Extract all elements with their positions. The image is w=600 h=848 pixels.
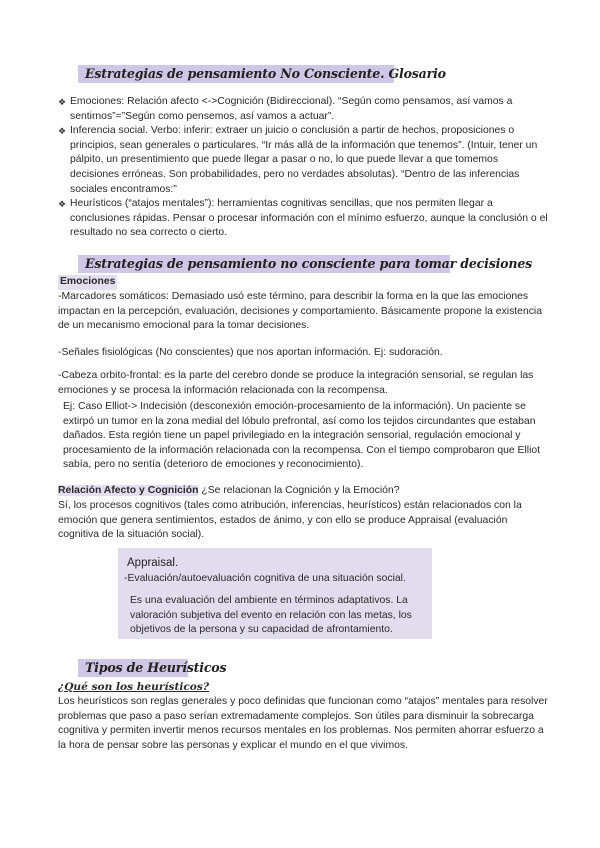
relacion-question: ¿Se relacionan la Cognición y la Emoción?	[198, 485, 400, 496]
list-item: ❖ Heurísticos (“atajos mentales”): herramientas cognitivas sencillas, que nos permiten llegar a conclusiones rápidas. Pensar o procesar información con el mínimo esfuerzo, aunque la conclusión o el resultado no sea correcto o cierto.	[58, 198, 548, 239]
list-item: ❖ Emociones: Relación afecto <->Cognición (Bidireccional). “Según como pensamos, así vamos a sentirnos”=”Según como pensemos, así vamos a actuar”.	[58, 96, 513, 122]
paragraph-elliot: Ej: Caso Elliot-> Indecisión (desconexión emoción-procesamiento de la información). Un paciente se extirpó un tumor en la zona medial del lóbulo prefrontal, así como los tejidos circundantes que estaban dañados. Esta región tiene un papel privilegiado en la integración sensorial, regulación emocional y procesamiento de la información relacionada con la recompensa. Con el tiempo comprobaron que Elliot sabía, pero no sentía (deterioro de emociones y reconocimiento).	[63, 401, 541, 471]
paragraph-senales: -Señales fisiológicas (No conscientes) que nos aportan información. Ej: sudoración.	[58, 347, 443, 358]
callout-title: Appraisal.	[127, 557, 179, 569]
section1-title: Estrategias de pensamiento No Consciente. Glosario	[85, 66, 446, 81]
list-item: ❖ Inferencia social. Verbo: inferir: extraer un juicio o conclusión a partir de hechos, proposiciones o principios, sean generales o particulares. “Ir más allá de la información que tenemos”. (Intuir, tener un pálpito, un presentimiento que puede llegar a pasar o no, lo que puede llevar a que tomemos decisiones erróneas. Son probabilidades, pero no verdades absolutas). “Dentro de las inferencias sociales encontramos:”	[58, 125, 538, 195]
paragraph-cabeza: -Cabeza orbito-frontal: es la parte del cerebro donde se produce la integración sensorial, se regulan las emociones y se procesa la información relacionada con la recompensa.	[58, 370, 534, 396]
paragraph-relacion: Sí, los procesos cognitivos (tales como atribución, inferencias, heurísticos) están relacionados con la emoción que genera sentimientos, estados de ánimo, y con ello se produce Appraisal (evaluación cognitiva de la situación social).	[58, 500, 522, 541]
appraisal-callout	[118, 548, 432, 639]
diamond-bullet-icon: ❖	[58, 97, 67, 107]
paragraph-heuristicos: Los heurísticos son reglas generales y poco definidas que funcionan como “atajos” mentales para resolver problemas que paso a paso serían extremadamente complejos. Son útiles para disminuir la sobrecarga cognitiva y permiten invertir menos recursos mentales en los problemas. Nos permiten ahorrar esfuerzo a la hora de pensar sobre las personas y explicar el mundo en el que vivimos.	[58, 696, 548, 751]
callout-line1: -Evaluación/autoevaluación cognitiva de una situación social.	[124, 573, 406, 584]
diamond-bullet-icon: ❖	[58, 126, 67, 137]
relacion-line	[58, 484, 548, 499]
heuristics-question: ¿Qué son los heurísticos?	[58, 681, 210, 693]
diamond-bullet-icon: ❖	[58, 199, 67, 210]
relacion-label: Relación Afecto y Cognición	[58, 485, 199, 496]
section2-title: Estrategias de pensamiento no consciente para tomar decisiones	[85, 256, 533, 271]
callout-line2: Es una evaluación del ambiente en términos adaptativos. La valoración subjetiva del evento en relación con las metas, los objetivos de la persona y su capacidad de afrontamiento.	[130, 595, 412, 636]
section3-title: Tipos de Heurísticos	[85, 660, 227, 675]
paragraph-marcadores: -Marcadores somáticos: Demasiado usó este término, para describir la forma en la que las emociones impactan en la percepción, evaluación, decisiones y comportamiento. Básicamente propone la existencia de un mecanismo emocional para la tomar decisiones.	[58, 291, 543, 332]
glossary-list	[58, 95, 548, 241]
emociones-subtitle: Emociones	[58, 275, 548, 290]
